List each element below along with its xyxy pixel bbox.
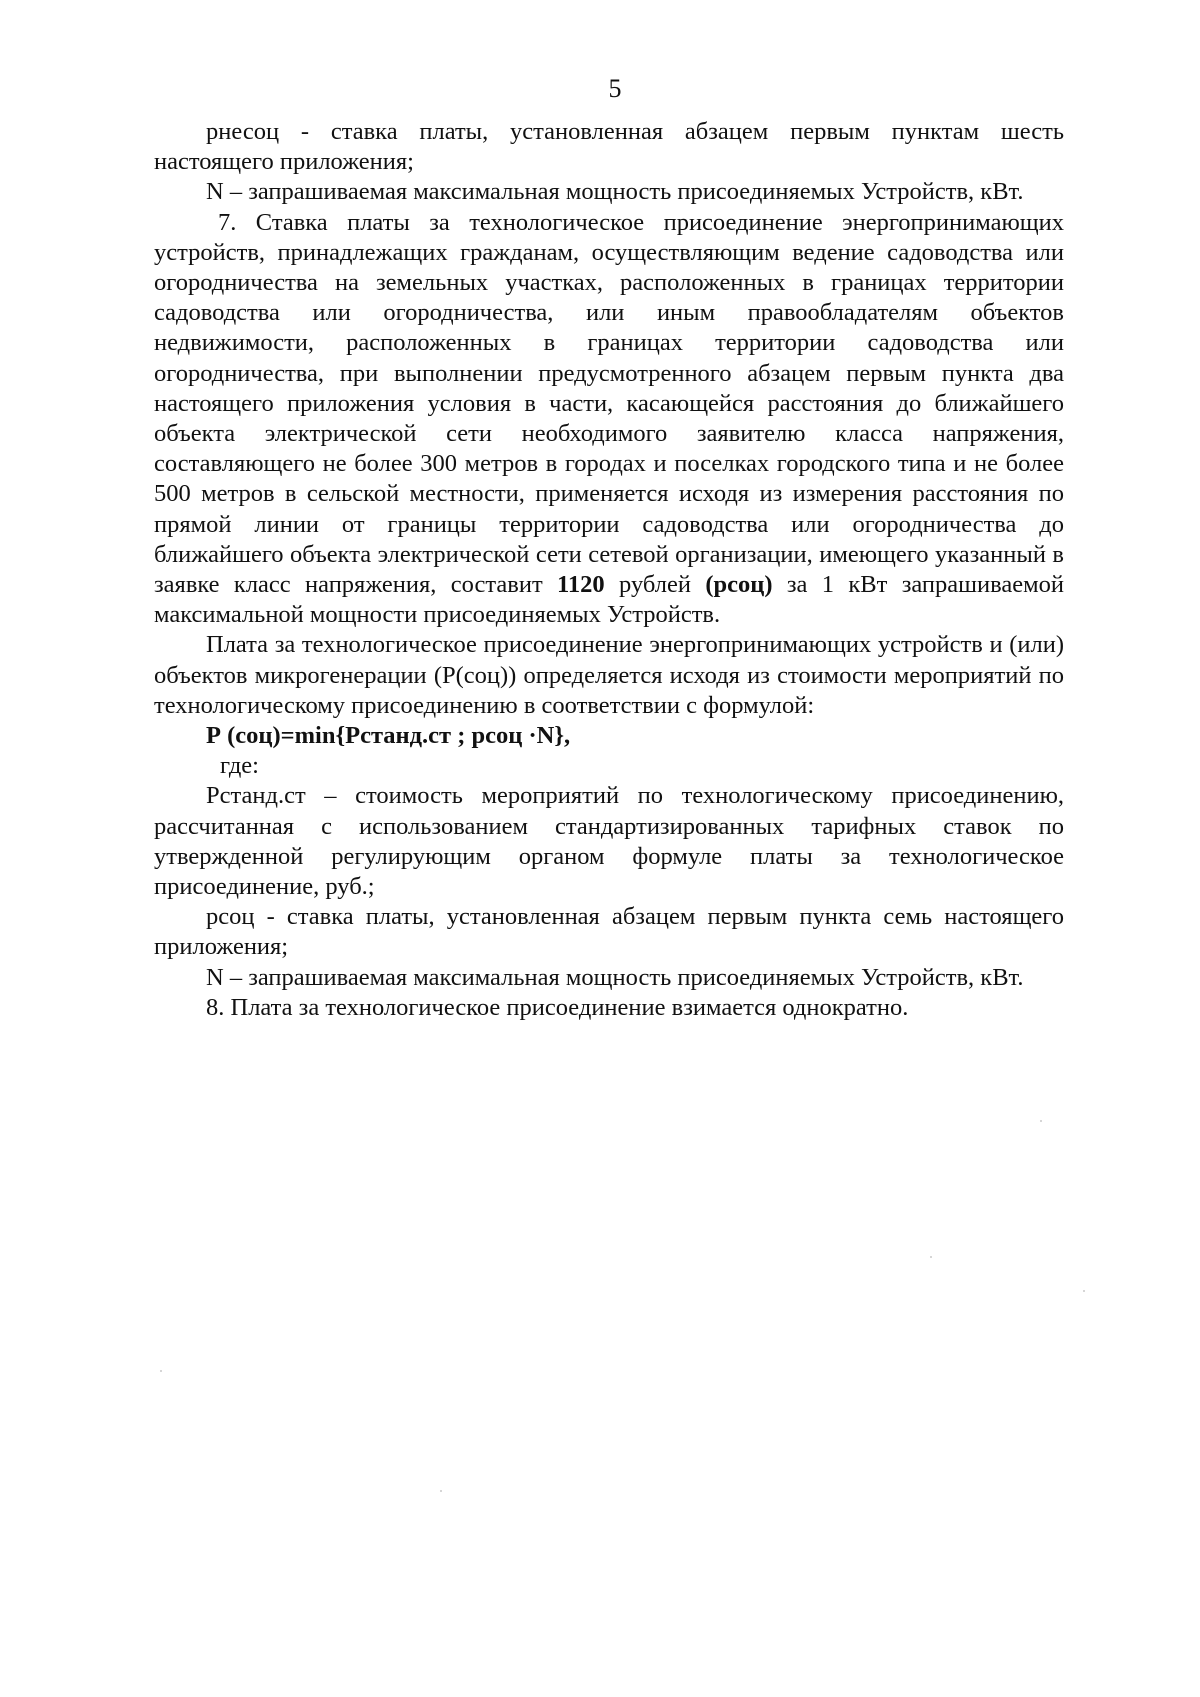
rate-symbol: (рсоц) — [705, 571, 773, 599]
paragraph-fee-formula-intro: Плата за технологическое присоединение энергопринимающих устройств и (или) объектов микрогенерации (Р(соц)) определяется исходя из стоимости мероприятий по технологическому присоединению в соответствии с формулой: — [154, 631, 1064, 719]
scan-speck — [160, 1370, 162, 1372]
paragraph-item-7 — [154, 208, 1064, 631]
fee-formula: Р (соц)=min{Рстанд.ст ; рсоц ·N}, — [206, 722, 571, 750]
page-number: 5 — [608, 74, 622, 103]
document-body — [154, 117, 1064, 1023]
scan-speck — [930, 1256, 932, 1258]
item-7-tail: за 1 кВт запрашиваемой максимальной мощности присоединяемых Устройств. — [154, 571, 1064, 629]
item-7-text: 7. Ставка платы за технологическое присоединение энергопринимающих устройств, принадлежащих гражданам, осуществляющим ведение садоводства или огородничества на земельных участках, расположенных в границах территории садоводства или огородничества, или иным правообладателям объектов недвижимости, расположенных в границах территории садоводства или огородничества, при выполнении предусмотренного абзацем первым пункта два настоящего приложения условия в части, касающейся расстояния до ближайшего объекта электрической сети необходимого заявителю класса напряжения, составляющего не более 300 метров в городах и поселках городского типа и не более 500 метров в сельской местности, применяется исходя из измерения расстояния по прямой линии от границы территории садоводства или огородничества до ближайшего объекта электрической сети сетевой организации, имеющего указанный в заявке класс напряжения, составит — [154, 208, 1064, 599]
formula-where-label: где: — [220, 752, 259, 780]
paragraph-item-8: 8. Плата за технологическое присоединение взимается однократно. — [206, 993, 909, 1021]
scan-speck — [1083, 1290, 1085, 1292]
paragraph-rsots-definition: рсоц - ставка платы, установленная абзацем первым пункта семь настоящего приложения; — [154, 903, 1064, 961]
paragraph-n-definition: N – запрашиваемая максимальная мощность присоединяемых Устройств, кВт. — [206, 178, 1024, 206]
paragraph-n-definition-2: N – запрашиваемая максимальная мощность присоединяемых Устройств, кВт. — [206, 963, 1024, 991]
rate-currency: рублей — [619, 571, 691, 599]
scan-speck — [1040, 1120, 1042, 1122]
paragraph-rstand-definition: Рстанд.ст – стоимость мероприятий по технологическому присоединению, рассчитанная с использованием стандартизированных тарифных ставок по утвержденной регулирующим органом формуле платы за технологическое присоединение, руб.; — [154, 782, 1064, 901]
scan-speck — [440, 1490, 442, 1492]
rate-amount: 1120 — [557, 571, 605, 599]
paragraph-rnesots-definition: рнесоц - ставка платы, установленная абзацем первым пунктам шесть настоящего приложения; — [154, 118, 1064, 176]
